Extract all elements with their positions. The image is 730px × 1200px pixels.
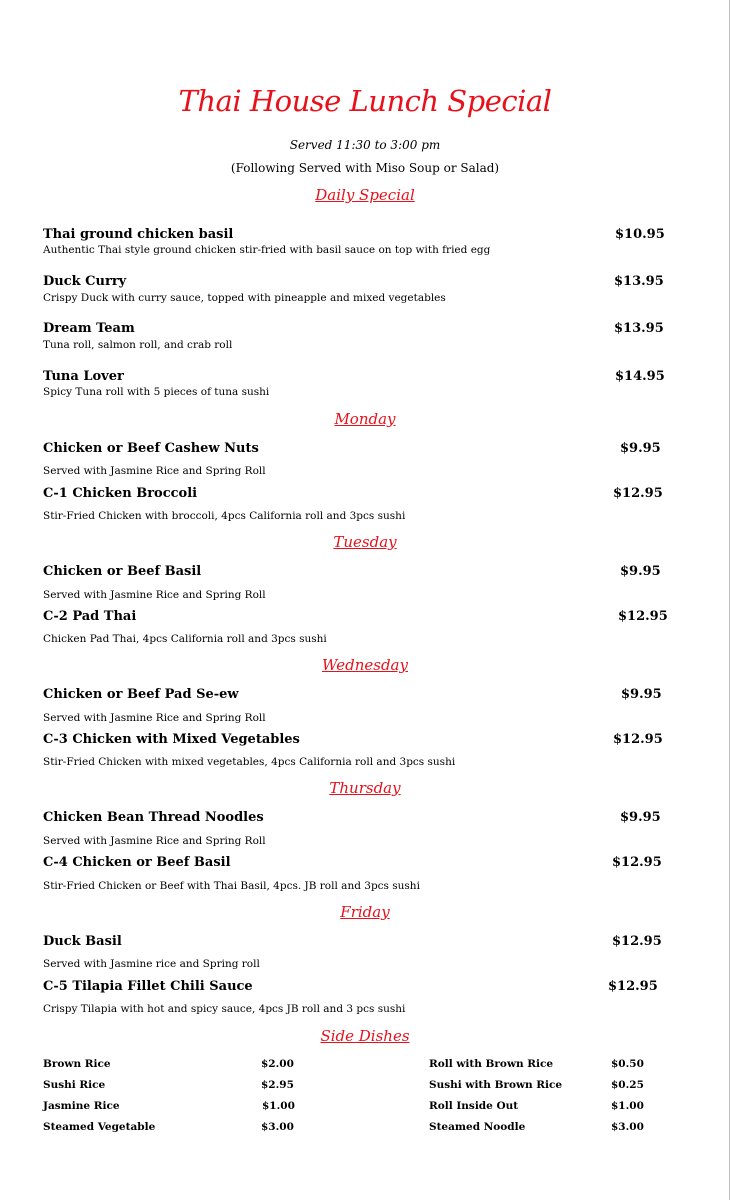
menu-item-description: Stir-Fried Chicken or Beef with Thai Basil, 4pcs. JB roll and 3pcs sushi — [43, 880, 420, 892]
side-dish-name: Roll Inside Out — [429, 1100, 519, 1112]
menu-item-description: Served with Jasmine Rice and Spring Roll — [43, 465, 266, 477]
served-with-note: (Following Served with Miso Soup or Salad) — [230, 161, 500, 175]
menu-item-name: Chicken or Beef Pad Se-ew — [43, 687, 239, 702]
menu-item-description: Stir-Fried Chicken with mixed vegetables, 4pcs California roll and 3pcs sushi — [43, 756, 456, 768]
menu-item-description: Authentic Thai style ground chicken stir-fried with basil sauce on top with fried egg — [43, 244, 491, 256]
menu-item-price: $9.95 — [620, 810, 661, 825]
menu-item-name: Tuna Lover — [43, 369, 124, 384]
menu-item-price: $12.95 — [612, 855, 662, 870]
menu-item-name: Thai ground chicken basil — [43, 227, 234, 242]
menu-item-name: Chicken or Beef Basil — [43, 564, 202, 579]
side-dish-price: $2.00 — [261, 1058, 294, 1070]
menu-item-description: Served with Jasmine rice and Spring roll — [43, 958, 260, 970]
side-dish-price: $0.25 — [611, 1079, 644, 1091]
section-heading-tuesday: Tuesday — [333, 533, 397, 551]
side-dish-price: $3.00 — [611, 1121, 644, 1133]
menu-item-description: Served with Jasmine Rice and Spring Roll — [43, 589, 266, 601]
side-dish-price: $0.50 — [611, 1058, 644, 1070]
side-dish-price: $1.00 — [262, 1100, 295, 1112]
side-dish-name: Sushi with Brown Rice — [429, 1079, 563, 1091]
menu-item-name: Dream Team — [43, 321, 135, 336]
section-heading-friday: Friday — [340, 903, 390, 921]
menu-item-price: $12.95 — [613, 732, 663, 747]
menu-item-name: Duck Basil — [43, 934, 122, 949]
menu-item-price: $9.95 — [620, 441, 661, 456]
menu-item-description: Served with Jasmine Rice and Spring Roll — [43, 712, 266, 724]
menu-item-price: $9.95 — [621, 687, 662, 702]
menu-item-name: Chicken Bean Thread Noodles — [43, 810, 264, 825]
section-heading-side-dishes: Side Dishes — [320, 1027, 410, 1045]
menu-item-price: $13.95 — [614, 321, 664, 336]
menu-item-price: $12.95 — [618, 609, 668, 624]
side-dish-name: Steamed Vegetable — [43, 1121, 156, 1133]
menu-item-price: $12.95 — [613, 486, 663, 501]
side-dish-name: Steamed Noodle — [429, 1121, 526, 1133]
menu-item-description: Served with Jasmine Rice and Spring Roll — [43, 835, 266, 847]
side-dish-name: Roll with Brown Rice — [429, 1058, 554, 1070]
side-dish-name: Brown Rice — [43, 1058, 111, 1070]
menu-item-description: Stir-Fried Chicken with broccoli, 4pcs California roll and 3pcs sushi — [43, 510, 406, 522]
menu-item-name: C-3 Chicken with Mixed Vegetables — [43, 732, 300, 747]
menu-item-name: C-4 Chicken or Beef Basil — [43, 855, 231, 870]
section-heading-thursday: Thursday — [329, 779, 401, 797]
section-heading-monday: Monday — [334, 410, 396, 428]
menu-item-name: C-2 Pad Thai — [43, 609, 137, 624]
menu-item-price: $10.95 — [615, 227, 665, 242]
served-hours: Served 11:30 to 3:00 pm — [289, 138, 441, 152]
menu-item-description: Crispy Duck with curry sauce, topped with pineapple and mixed vegetables — [43, 292, 446, 304]
section-heading-daily-special: Daily Special — [315, 186, 415, 204]
menu-item-price: $14.95 — [615, 369, 665, 384]
section-heading-wednesday: Wednesday — [322, 656, 408, 674]
menu-item-price: $12.95 — [608, 979, 658, 994]
side-dish-name: Jasmine Rice — [43, 1100, 120, 1112]
menu-item-description: Chicken Pad Thai, 4pcs California roll and 3pcs sushi — [43, 633, 327, 645]
menu-item-description: Crispy Tilapia with hot and spicy sauce, 4pcs JB roll and 3 pcs sushi — [43, 1003, 406, 1015]
side-dish-price: $2.95 — [261, 1079, 294, 1091]
side-dish-name: Sushi Rice — [43, 1079, 106, 1091]
menu-item-name: C-1 Chicken Broccoli — [43, 486, 198, 501]
menu-item-name: C-5 Tilapia Fillet Chili Sauce — [43, 979, 253, 994]
menu-item-name: Duck Curry — [43, 274, 127, 289]
menu-item-description: Spicy Tuna roll with 5 pieces of tuna sushi — [43, 386, 270, 398]
menu-item-price: $12.95 — [612, 934, 662, 949]
menu-item-description: Tuna roll, salmon roll, and crab roll — [43, 339, 233, 351]
side-dish-price: $3.00 — [261, 1121, 294, 1133]
menu-item-name: Chicken or Beef Cashew Nuts — [43, 441, 259, 456]
menu-item-price: $13.95 — [614, 274, 664, 289]
side-dish-price: $1.00 — [611, 1100, 644, 1112]
page-title: Thai House Lunch Special — [178, 84, 552, 118]
menu-item-price: $9.95 — [620, 564, 661, 579]
